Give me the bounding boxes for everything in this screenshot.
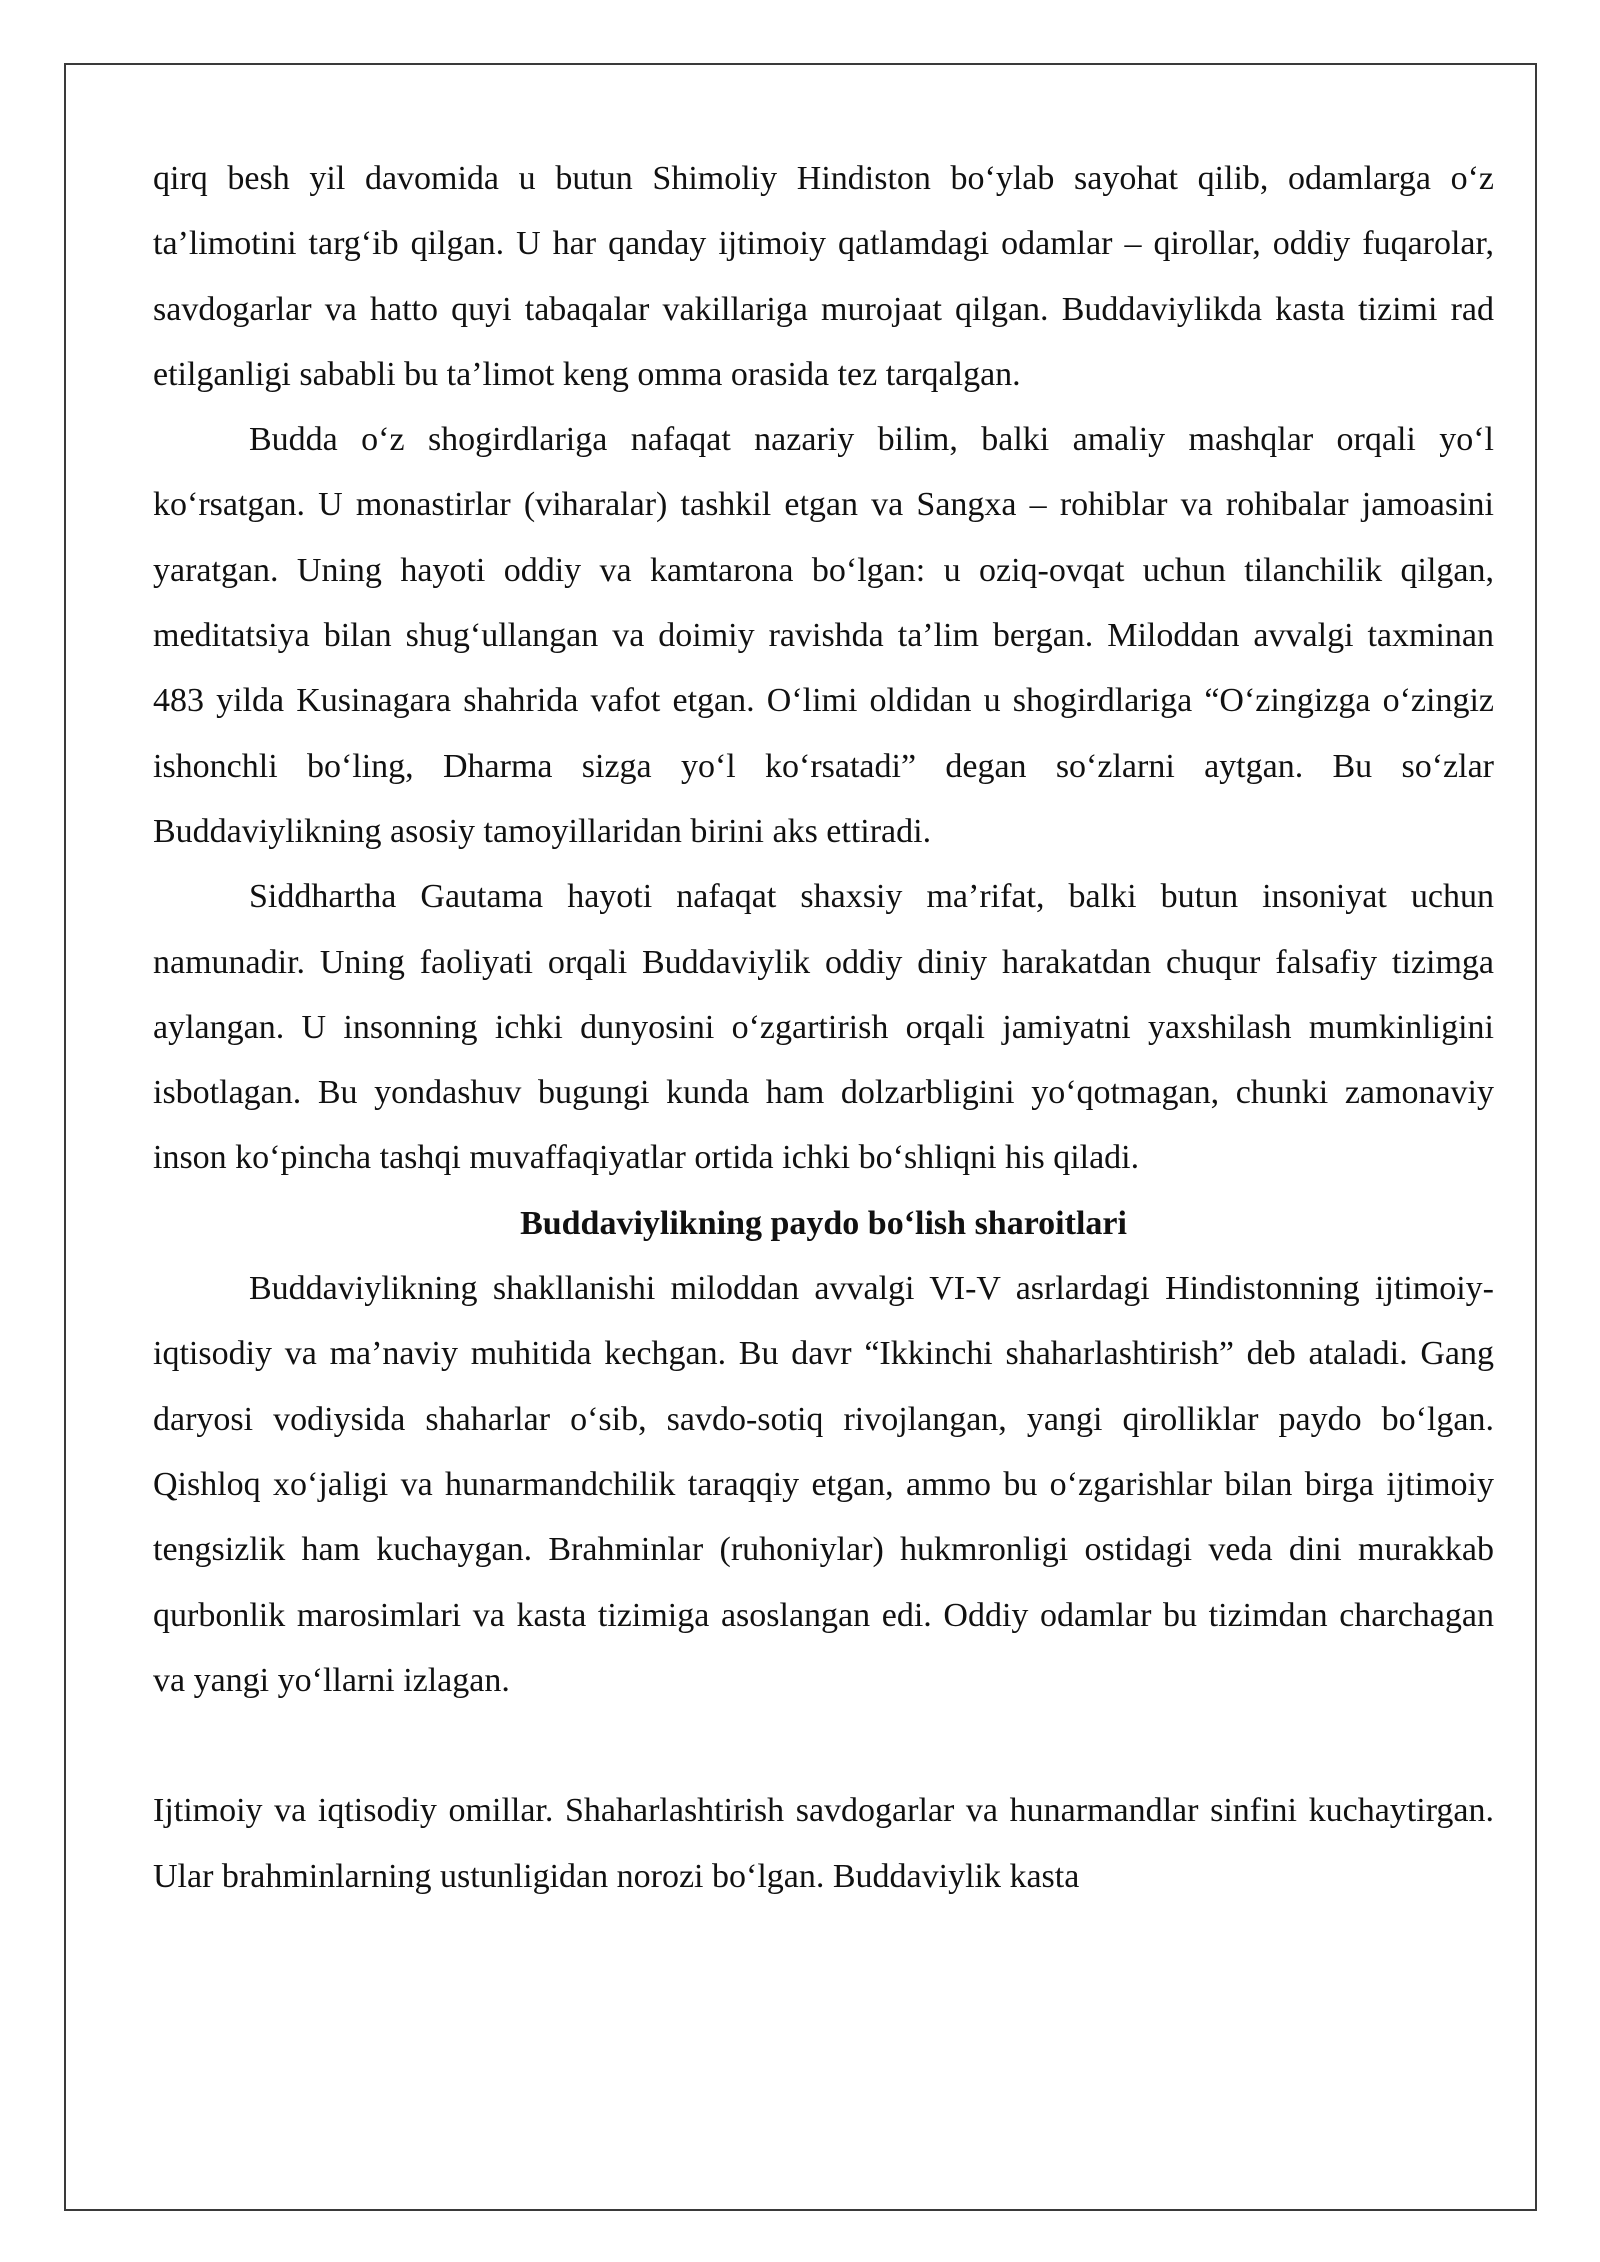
paragraph-continuation: qirq besh yil davomida u butun Shimoliy Hindiston bo‘ylab sayohat qilib, odamlarga o‘z ta’limotini targ‘ib qilgan. U har qanday ijtimoiy qatlamdagi odamlar – qirollar, oddiy fuqarolar, savdogarlar va hatto quyi tabaqalar vakillariga murojaat qilgan. Buddaviylikda kasta tizimi rad etilganligi sababli bu ta’limot keng omma orasida tez tarqalgan. — [153, 160, 1494, 393]
paragraph-social-factors: Ijtimoiy va iqtisodiy omillar. Shaharlashtirish savdogarlar va hunarmandlar sinfini kuchaytirgan. Ular brahminlarning ustunligidan norozi bo‘lgan. Buddaviylik kasta — [153, 1792, 1494, 1895]
document-body — [153, 146, 1494, 1909]
section-heading: Buddaviylikning paydo bo‘lish sharoitlari — [520, 1204, 1127, 1242]
blank-line — [153, 1713, 1494, 1778]
paragraph-budda-teaching: Budda o‘z shogirdlariga nafaqat nazariy bilim, balki amaliy mashqlar orqali yo‘l ko‘rsatgan. U monastirlar (viharalar) tashkil etgan va Sangxa – rohiblar va rohibalar jamoasini yaratgan. Uning hayoti oddiy va kamtarona bo‘lgan: u oziq-ovqat uchun tilanchilik qilgan, meditatsiya bilan shug‘ullangan va doimiy ravishda ta’lim bergan. Miloddan avvalgi taxminan 483 yilda Kusinagara shahrida vafot etgan. O‘limi oldidan u shogirdlariga “O‘zingizga o‘zingiz ishonchli bo‘ling, Dharma sizga yo‘l ko‘rsatadi” degan so‘zlarni aytgan. Bu so‘zlar Buddaviylikning asosiy tamoyillaridan birini aks ettiradi. — [153, 421, 1494, 850]
paragraph-siddhartha-life: Siddhartha Gautama hayoti nafaqat shaxsiy ma’rifat, balki butun insoniyat uchun namunadir. Uning faoliyati orqali Buddaviylik oddiy diniy harakatdan chuqur falsafiy tizimga aylangan. U insonning ichki dunyosini o‘zgartirish orqali jamiyatni yaxshilash mumkinligini isbotlagan. Bu yondashuv bugungi kunda ham dolzarbligini yo‘qotmagan, chunki zamonaviy inson ko‘pincha tashqi muvaffaqiyatlar ortida ichki bo‘shliqni his qiladi. — [153, 878, 1494, 1177]
paragraph-origins: Buddaviylikning shakllanishi miloddan avvalgi VI-V asrlardagi Hindistonning ijtimoiy-iqtisodiy va ma’naviy muhitida kechgan. Bu davr “Ikkinchi shaharlashtirish” deb ataladi. Gang daryosi vodiysida shaharlar o‘sib, savdo-sotiq rivojlangan, yangi qirolliklar paydo bo‘lgan. Qishloq xo‘jaligi va hunarmandchilik taraqqiy etgan, ammo bu o‘zgarishlar bilan birga ijtimoiy tengsizlik ham kuchaygan. Brahminlar (ruhoniylar) hukmronligi ostidagi veda dini murakkab qurbonlik marosimlari va kasta tizimiga asoslangan edi. Oddiy odamlar bu tizimdan charchagan va yangi yo‘llarni izlagan. — [153, 1270, 1494, 1699]
